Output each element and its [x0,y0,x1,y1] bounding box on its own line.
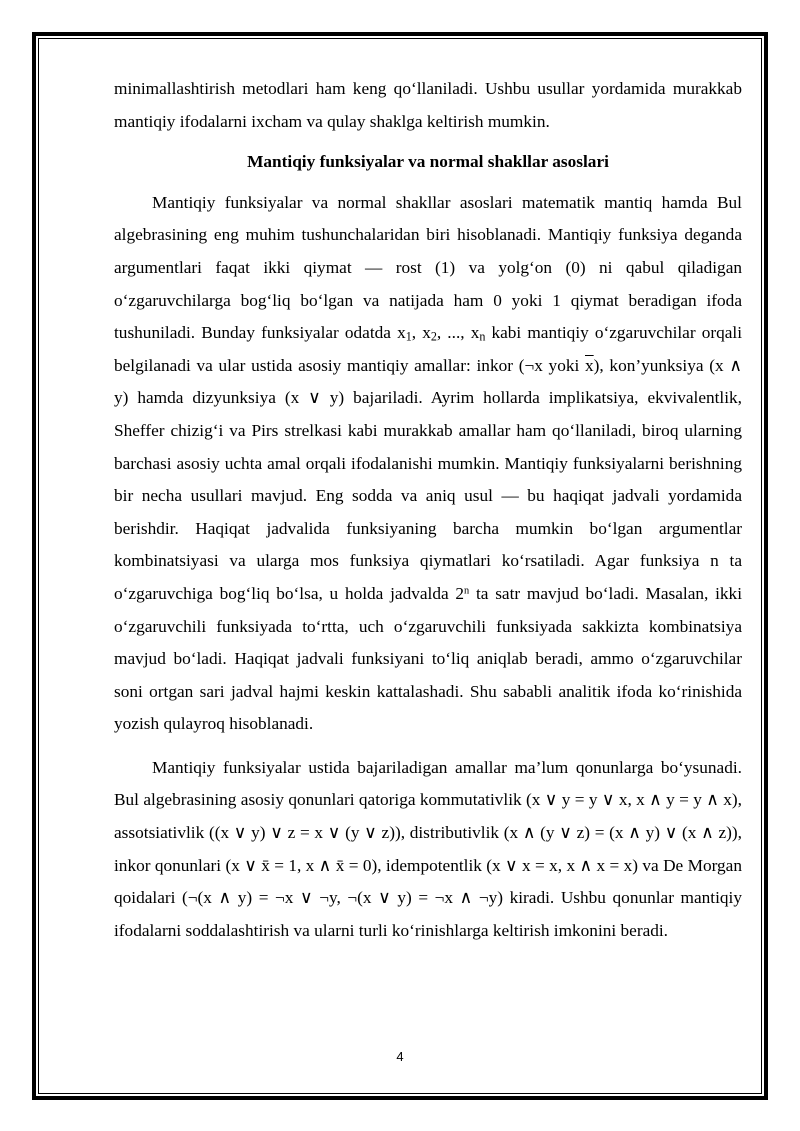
page-number: 4 [396,1049,404,1064]
var-xn: $x_n$ [470,323,486,344]
section-heading: Mantiqiy funksiyalar va normal shakllar asoslari [247,152,609,172]
var-x1: $x_1$ [397,323,412,344]
paragraph-1-text-c: ), kon’yunksiya (x ∧ y) hamda dizyunksiya (x ∨ y) bajariladi. Ayrim hollarda implikatsiya, ekvivalentlik, Sheffer chizig‘i va Pirs strelkasi kabi murakkab amallar ham qo‘llaniladi, biroq ularning barchasi asosiy uchta amal orqali ifodalanishi mumkin. Mantiqiy funksiyalarni berishning bir necha usullari mavjud. Eng sodda va aniq usul — bu haqiqat jadvali yordamida berishdir. Haqiqat jadvalida funksiyaning barcha mumkin bo‘lgan argumentlar kombinatsiyasi va ularga mos funksiya qiymatlari ko‘rsatiladi. Agar funksiya n ta o‘zgaruvchiga bog‘liq bo‘lsa, u holda jadvalda [114,355,742,603]
x-bar-symbol: $\overline{x}$ [585,355,594,375]
var-x2: $x_2$ [422,323,437,344]
paragraph-2: Mantiqiy funksiyalar ustida bajariladigan amallar ma’lum qonunlarga bo‘ysunadi. Bul algebrasining asosiy qonunlari qatoriga kommutativlik (x ∨ y = y ∨ x, x ∧ y = y ∧ x), assotsiativlik ((x ∨ y) ∨ z = x ∨ (y ∨ z)), distributivlik (x ∧ (y ∨ z) = (x ∧ y) ∨ (x ∧ z)), inkor qonunlari (x ∨ x̄ = 1, x ∧ x̄ = 0), idempotentlik (x ∨ x = x, x ∧ x = x) va De Morgan qoidalari (¬(x ∧ y) = ¬x ∨ ¬y, ¬(x ∨ y) = ¬x ∧ ¬y) kiradi. Ushbu qonunlar mantiqiy ifodalarni soddalashtirish va ularni turli ko‘rinishlarga keltirish imkonini beradi. [114,757,742,940]
paragraph-1: Mantiqiy funksiyalar va normal shakllar asoslari matematik mantiq hamda Bul algebrasining eng muhim tushunchalaridan biri hisoblanadi. Mantiqiy funksiya deganda argumentlari faqat ikki qiymat — rost (1) va yolg‘on (0) ni qabul qiladigan o‘zgaruvchilarga bog‘liq bo‘lgan va natijada ham 0 yoki 1 qiymat beradigan ifoda tushuniladi. Bunday funksiyalar odatda $x_1$, $x_2$, ..., $x_n$ kabi mantiqiy o‘zgaruvchilar orqali belgilanadi va ular ustida asosiy mantiqiy amallar: inkor (¬x yoki $\overline{x}$), kon’yunksiya (x ∧ y) hamda dizyunksiya (x ∨ y) bajariladi. Ayrim hollarda implikatsiya, ekvivalentlik, Sheffer chizig‘i va Pirs strelkasi kabi murakkab amallar ham qo‘llaniladi, biroq ularning barchasi asosiy uchta amal orqali ifodalanishi mumkin. Mantiqiy funksiyalarni berishning bir necha usullari mavjud. Eng sodda va aniq usul — bu haqiqat jadvali yordamida berishdir. Haqiqat jadvalida funksiyaning barcha mumkin bo‘lgan argumentlar kombinatsiyasi va ularga mos funksiya qiymatlari ko‘rsatiladi. Agar funksiya n ta o‘zgaruvchiga bog‘liq bo‘lsa, u holda jadvalda 2$^n$ ta satr mavjud bo‘ladi. Masalan, ikki o‘zgaruvchili funksiyada to‘rtta, uch o‘zgaruvchili funksiyada sakkizta kombinatsiya mavjud bo‘ladi. Haqiqat jadvali funksiyani to‘liq aniqlab beradi, ammo o‘zgaruvchilar soni ortgan sari jadval hajmi keskin kattalashadi. Shu sababli analitik ifoda ko‘rinishida yozish qulayroq hisoblanadi. [114,192,743,734]
intro-paragraph: minimallashtirish metodlari ham keng qo‘llaniladi. Ushbu usullar yordamida murakkab mantiqiy ifodalarni ixcham va qulay shaklga keltirish mumkin. [114,79,742,131]
paragraph-1-text-a: Mantiqiy funksiyalar va normal shakllar asoslari matematik mantiq hamda Bul algebrasining eng muhim tushunchalaridan biri hisoblanadi. Mantiqiy funksiya deganda argumentlari faqat ikki qiymat — rost (1) va yolg‘on (0) ni qabul qiladigan o‘zgaruvchilarga bog‘liq bo‘lgan va natijada ham 0 yoki 1 qiymat beradigan ifoda tushuniladi. Bunday funksiyalar odatda [114,192,742,343]
document-body [114,73,742,947]
paragraph-1-text-b: kabi mantiqiy o‘zgaruvchilar orqali belgilanadi va ular ustida asosiy mantiqiy amallar: inkor (¬x yoki [114,323,743,375]
two-power-n: 2$^n$ [455,583,470,603]
paragraph-1-text-d: ta satr mavjud bo‘ladi. Masalan, ikki o‘zgaruvchili funksiyada to‘rtta, uch o‘zgaruvchili funksiyada sakkizta kombinatsiya mavjud bo‘ladi. Haqiqat jadvali funksiyani to‘liq aniqlab beradi, ammo o‘zgaruvchilar soni ortgan sari jadval hajmi keskin kattalashadi. Shu sababli analitik ifoda ko‘rinishida yozish qulayroq hisoblanadi. [114,583,742,734]
